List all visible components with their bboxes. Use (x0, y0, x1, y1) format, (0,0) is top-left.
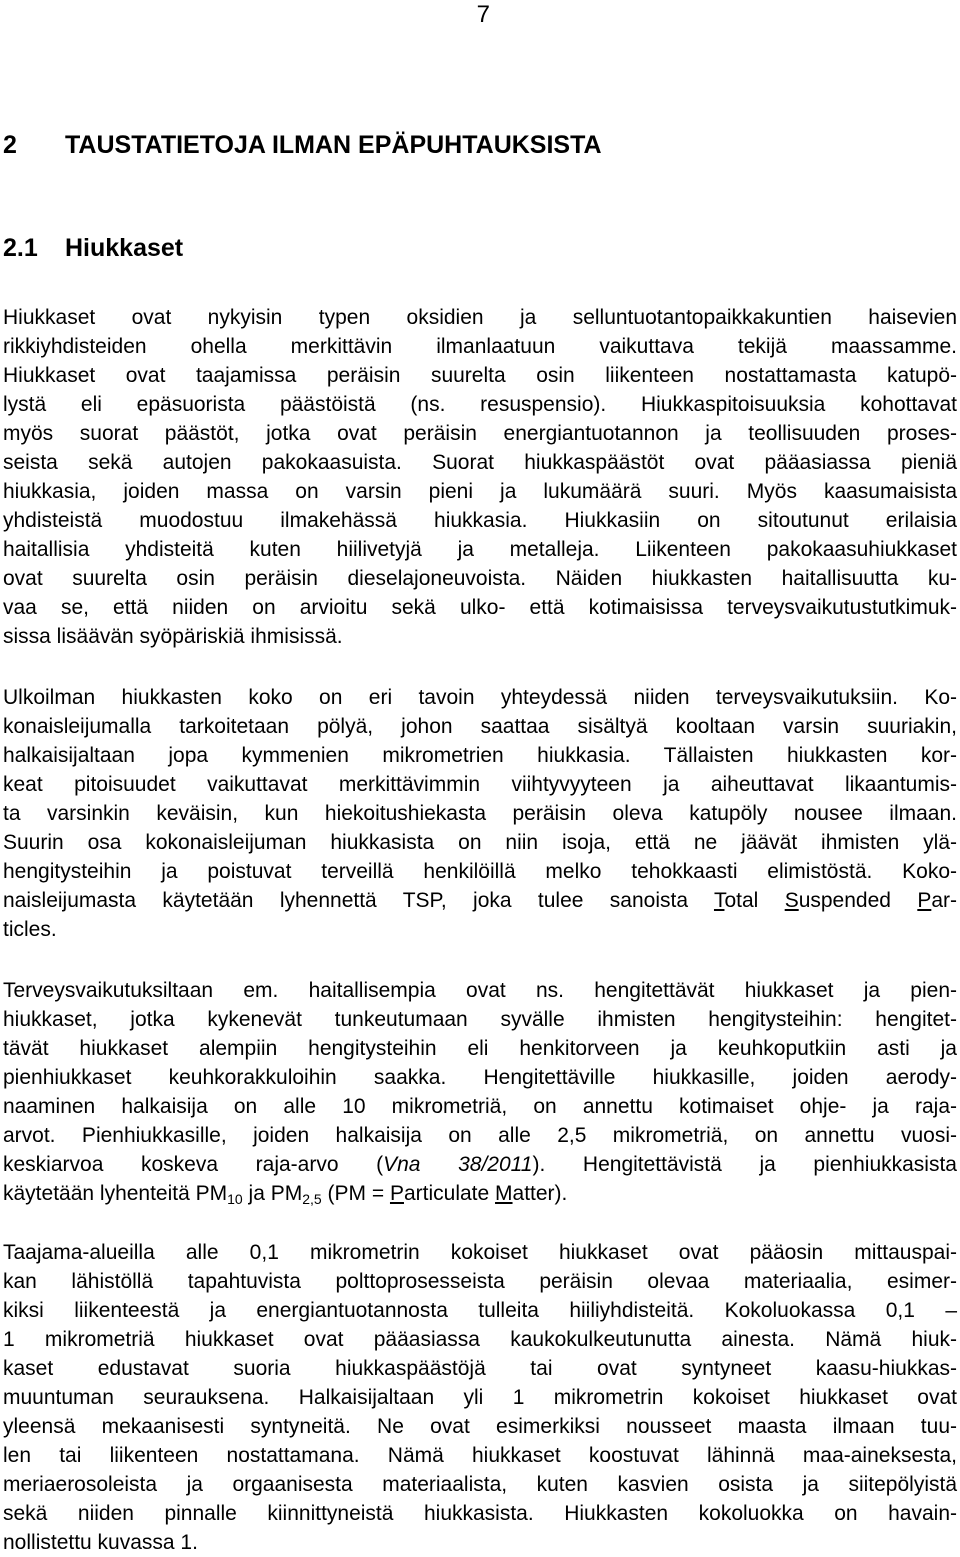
text-line: tävät hiukkaset alempiin hengitysteihin eli henkitorveen ja keuhkoputkiin asti ja (3, 1037, 957, 1060)
text-line: myös suorat päästöt, jotka ovat peräisin energiantuotannon ja teollisuuden proses- (3, 422, 957, 445)
text-line-tsp (3, 886, 957, 915)
subscript: 10 (227, 1191, 243, 1207)
underlined-initial: M (495, 1182, 513, 1205)
section-number: 2 (3, 131, 17, 159)
section-heading (3, 129, 602, 161)
text-line: naaminen halkaisija on alle 10 mikrometriä, on annettu kotimaiset ohje- ja raja- (3, 1095, 957, 1118)
section-title: TAUSTATIETOJA ILMAN EPÄPUHTAUKSISTA (65, 131, 602, 159)
text-run: ). Hengitettävistä ja pienhiukkasista (532, 1153, 957, 1176)
text-line: hengitysteihin ja poistuvat terveillä henkilöillä melko tehokkaasti elimistöstä. Koko- (3, 860, 957, 883)
text-line: hiukkasia, joiden massa on varsin pieni ja lukumäärä suuri. Myös kaasumaisista (3, 480, 957, 503)
text-line-pm (3, 1179, 957, 1208)
underlined-initial: T (713, 889, 725, 912)
text-line: Taajama-alueilla alle 0,1 mikrometrin kokoiset hiukkaset ovat pääosin mittauspai- (3, 1241, 957, 1264)
text-run: keskiarvoa koskeva raja-arvo ( (3, 1153, 384, 1176)
text-line-vna (3, 1150, 957, 1179)
text-line: Suurin osa kokonaisleijuman hiukkasista on niin isoja, että ne jäävät ihmisten ylä- (3, 831, 957, 854)
text-line: hiukkaset, jotka kykenevät tunkeutumaan syvälle ihmisten hengitysteihin: hengitet- (3, 1008, 957, 1031)
text-line: kaset edustavat suoria hiukkaspäästöjä tai ovat syntyneet kaasu-hiukkas- (3, 1357, 957, 1380)
text-line: nollistettu kuvassa 1. (3, 1531, 198, 1554)
text-line: ticles. (3, 918, 57, 941)
text-line: yleensä mekaanisesti syntyneitä. Ne ovat esimerkiksi nousseet maasta ilmaan tuu- (3, 1415, 957, 1438)
text-run: atter). (512, 1182, 568, 1205)
text-line: konaisleijumalla tarkoitetaan pölyä, johon saattaa sisältyä kooltaan varsin suuriakin, (3, 715, 957, 738)
underlined-initial: P (917, 889, 932, 912)
text-line: muuntuman seurauksena. Halkaisijaltaan yli 1 mikrometrin kokoiset hiukkaset ovat (3, 1386, 957, 1409)
text-run: uspended (798, 889, 918, 912)
text-line: kan lähistöllä tapahtuvista polttoprosesseista peräisin olevaa materiaalia, esimer- (3, 1270, 957, 1293)
text-line: lystä eli epäsuorista päästöistä (ns. resuspensio). Hiukkaspitoisuuksia kohottavat (3, 393, 957, 416)
text-run: käytetään lyhenteitä PM (3, 1182, 228, 1205)
text-line: Hiukkaset ovat taajamissa peräisin suurelta osin liikenteen nostattamasta katupö- (3, 364, 957, 387)
underlined-initial: S (784, 889, 799, 912)
text-line: ovat suurelta osin peräisin dieselajoneuvoista. Näiden hiukkasten haitallisuutta ku- (3, 567, 957, 590)
text-run: ja PM (242, 1182, 303, 1205)
subsection-heading (3, 232, 183, 264)
text-line: arvot. Pienhiukkasille, joiden halkaisija on alle 2,5 mikrometriä, on annettu vuosi- (3, 1124, 957, 1147)
text-line: Terveysvaikutuksiltaan em. haitallisempia ovat ns. hengitettävät hiukkaset ja pien- (3, 979, 957, 1002)
text-line: vaa se, että niiden on arvioitu sekä ulko- että kotimaisissa terveysvaikutustutkimuk- (3, 596, 957, 619)
text-line: seista sekä autojen pakokaasuista. Suorat hiukkaspäästöt ovat pääasiassa pieniä (3, 451, 957, 474)
page-number: 7 (476, 1, 490, 28)
text-line: len tai liikenteen nostattamana. Nämä hiukkaset koostuvat lähinnä maa-aineksesta, (3, 1444, 957, 1467)
paragraph-3 (3, 976, 957, 1208)
text-line: ta varsinkin keväisin, kun hiekoitushiekasta peräisin oleva katupöly nousee ilmaan. (3, 802, 957, 825)
text-run: (PM = (321, 1182, 390, 1205)
text-line: sissa lisäävän syöpäriskiä ihmisissä. (3, 625, 343, 648)
text-line: Hiukkaset ovat nykyisin typen oksidien ja selluntuotantopaikkakuntien haisevien (3, 306, 957, 329)
text-line: rikkiyhdisteiden ohella merkittävin ilmanlaatuun vaikuttava tekijä maassamme. (3, 335, 957, 358)
text-line: Ulkoilman hiukkasten koko on eri tavoin yhteydessä niiden terveysvaikutuksiin. Ko- (3, 686, 957, 709)
underlined-initial: P (389, 1182, 404, 1205)
paragraph-1 (3, 303, 957, 651)
text-line: 1 mikrometriä hiukkaset ovat pääasiassa kaukokulkeutunutta ainesta. Nämä hiuk- (3, 1328, 957, 1351)
text-run: naisleijumasta käytetään lyhennettä TSP, joka tulee sanoista (3, 889, 714, 912)
text-line: sekä niiden pinnalle kiinnittyneistä hiukkasista. Hiukkasten kokoluokka on havain- (3, 1502, 957, 1525)
text-line: yhdisteistä muodostuu ilmakehässä hiukkasia. Hiukkasiin on sitoutunut erilaisia (3, 509, 957, 532)
statute-reference: Vna 38/2011 (383, 1153, 533, 1176)
text-run: ar- (931, 889, 957, 912)
text-run: otal (724, 889, 785, 912)
text-run: articulate (403, 1182, 496, 1205)
text-line: kiksi liikenteestä ja energiantuotannosta tulleita hiiliyhdisteitä. Kokoluokassa 0,1 – (3, 1299, 957, 1322)
subsection-number: 2.1 (3, 234, 38, 262)
text-line: keat pitoisuudet vaikuttavat merkittävimmin viihtyvyyteen ja aiheuttavat likaantumis- (3, 773, 957, 796)
text-line: haitallisia yhdisteitä kuten hiilivetyjä ja metalleja. Liikenteen pakokaasuhiukkaset (3, 538, 957, 561)
paragraph-2 (3, 683, 957, 944)
text-line: halkaisijaltaan jopa kymmenien mikrometrien hiukkasia. Tällaisten hiukkasten kor- (3, 744, 957, 767)
paragraph-4 (3, 1238, 957, 1557)
text-line: meriaerosoleista ja orgaanisesta materiaalista, kuten kasvien osista ja siitepölyistä (3, 1473, 957, 1496)
subscript: 2,5 (302, 1191, 322, 1207)
text-line: pienhiukkaset keuhkorakkuloihin saakka. Hengitettäville hiukkasille, joiden aerody- (3, 1066, 957, 1089)
subsection-title: Hiukkaset (65, 234, 184, 262)
